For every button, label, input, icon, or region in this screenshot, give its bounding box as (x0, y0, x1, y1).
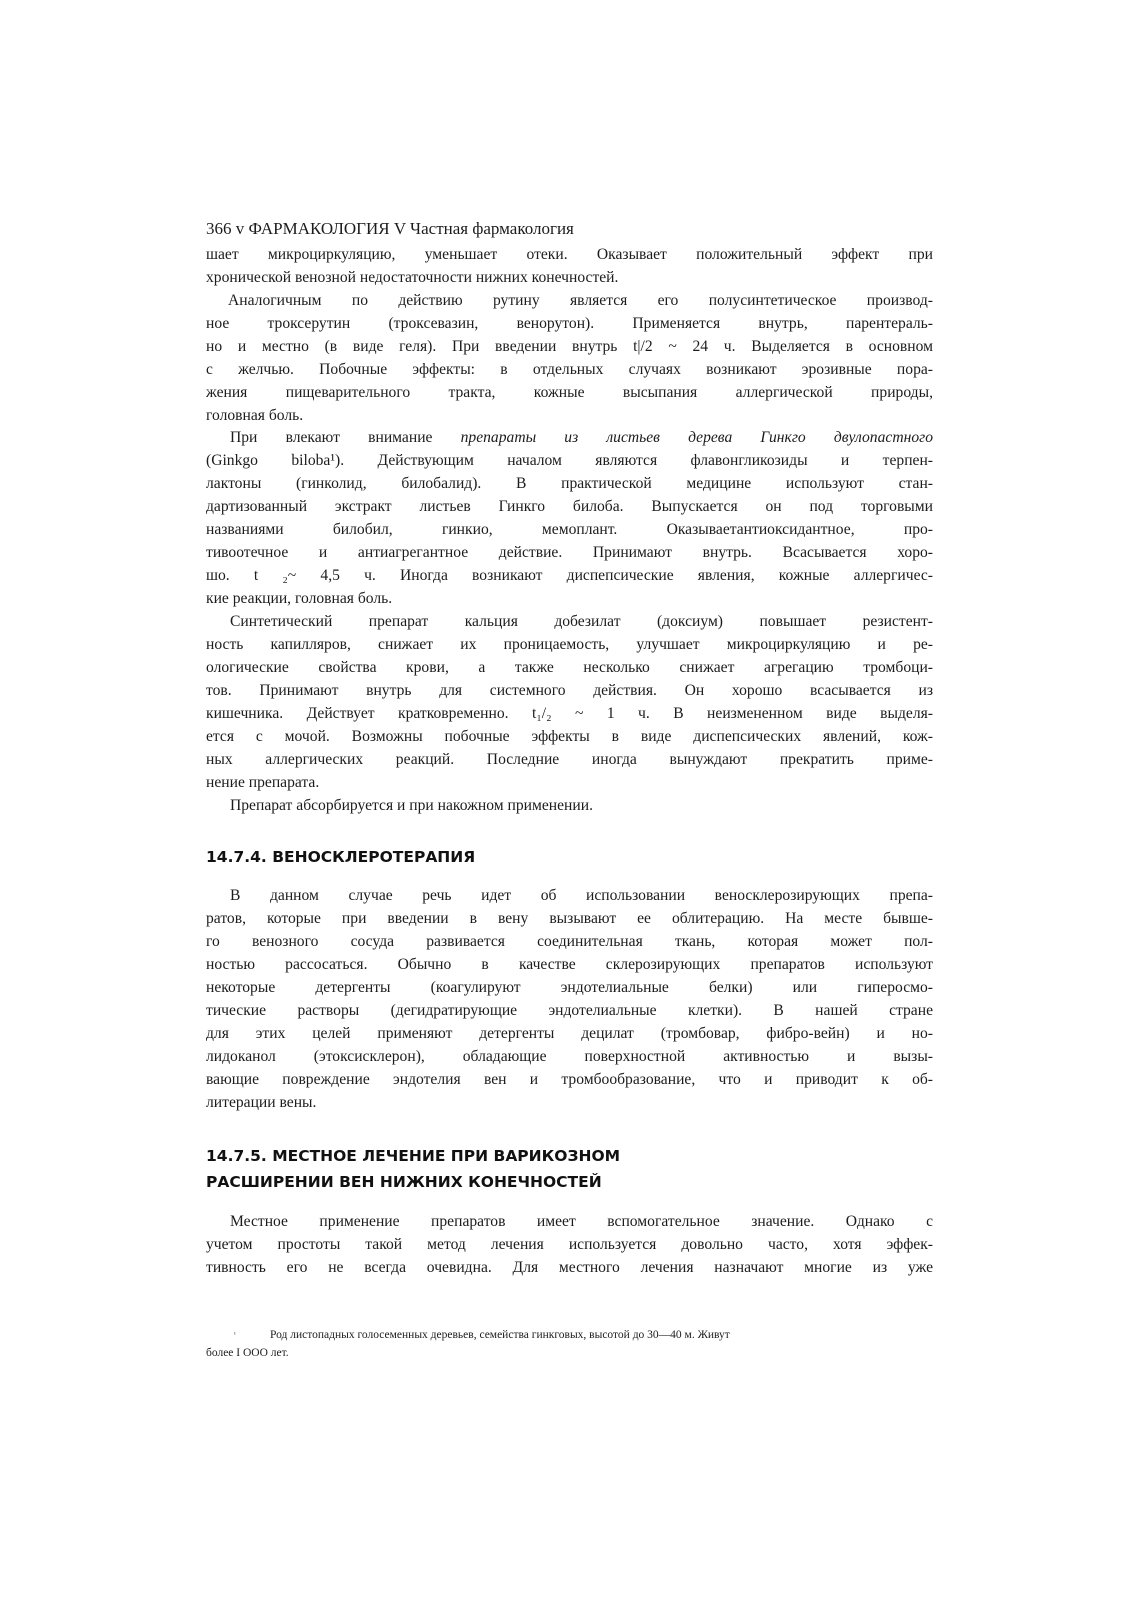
text-line: но и местно (в виде геля). При введении внутрь t|/2 ~ 24 ч. Выделяется в основном (206, 338, 933, 355)
text-line: вающие повреждение эндотелия вен и тромбообразование, что и приводит к об- (206, 1071, 933, 1088)
italic-term: препараты из листьев дерева Гинкго двулопастного (460, 429, 934, 446)
footnote-marker: ¹ (234, 1332, 236, 1338)
text-line: кишечника. Действует кратковременно. t₁/₂ ~ 1 ч. В неизмененном виде выделя- (206, 705, 933, 722)
text-line: го венозного сосуда развивается соединительная ткань, которая может пол- (206, 933, 933, 950)
text-line (206, 426, 933, 449)
text-line: с желчью. Побочные эффекты: в отдельных случаях возникают эрозивные пора- (206, 361, 933, 378)
heading-line: 14.7.5. МЕСТНОЕ ЛЕЧЕНИЕ ПРИ ВАРИКОЗНОМ (206, 1147, 621, 1165)
text-line: лидоканол (этоксисклерон), обладающие поверхностной активностью и вызы- (206, 1048, 933, 1065)
paragraph-2 (206, 289, 933, 427)
heading-line: РАСШИРЕНИИ ВЕН НИЖНИХ КОНЕЧНОСТЕЙ (206, 1173, 602, 1191)
footnote (206, 1326, 886, 1362)
text-line: тивоотечное и антиагрегантное действие. Принимают внутрь. Всасывается хоро- (206, 544, 933, 561)
text-line: ность капилляров, снижает их проницаемость, улучшает микроциркуляцию и ре- (206, 636, 933, 653)
text-line: Аналогичным по действию рутину является его полусинтетическое производ- (228, 292, 933, 309)
text-line: ностью рассосаться. Обычно в качестве склерозирующих препаратов используют (206, 956, 933, 973)
footnote-line (206, 1326, 886, 1344)
text-line: ное троксерутин (троксевазин, венорутон). Применяется внутрь, парентераль- (206, 315, 933, 332)
text-line: хронической венозной недостаточности нижних конечностей. (206, 269, 619, 286)
text-line: дартизованный экстракт листьев Гинкго билоба. Выпускается он под торговыми (206, 498, 933, 515)
paragraph-1 (206, 243, 933, 289)
text-line: ратов, которые при введении в вену вызывают ее облитерацию. На месте бывше- (206, 910, 933, 927)
text-segment: При влекают внимание (230, 429, 461, 446)
text-line: шо. t ₂~ 4,5 ч. Иногда возникают диспепсические явления, кожные аллергичес- (206, 567, 933, 584)
text-line: жения пищеварительного тракта, кожные высыпания аллергической природы, (206, 384, 933, 401)
paragraph-7 (206, 1210, 933, 1279)
text-line: В данном случае речь идет об использовании веносклерозирующих препа- (230, 887, 933, 904)
text-line: для этих целей применяют детергенты децилат (тромбовар, фибро-вейн) и но- (206, 1025, 933, 1042)
text-line: тов. Принимают внутрь для системного действия. Он хорошо всасывается из (206, 682, 933, 699)
text-line: некоторые детергенты (коагулируют эндотелиальные белки) или гиперосмо- (206, 979, 933, 996)
text-line: Препарат абсорбируется и при накожном применении. (230, 797, 593, 814)
text-line: (Ginkgo biloba¹). Действующим началом являются флавонгликозиды и терпен- (206, 452, 933, 469)
text-line: литерации вены. (206, 1094, 317, 1111)
text-line: лактоны (гинколид, билобалид). В практической медицине используют стан- (206, 475, 933, 492)
footnote-text: Род листопадных голосеменных деревьев, семейства гинкговых, высотой до 30—40 м. Живут (270, 1329, 730, 1341)
running-header: 366 v ФАРМАКОЛОГИЯ V Частная фармакология (206, 219, 574, 238)
section-heading-14-7-4: 14.7.4. ВЕНОСКЛЕРОТЕРАПИЯ (206, 848, 476, 866)
text-line: названиями билобил, гинкио, мемоплант. Оказываетантиоксидантное, про- (206, 521, 933, 538)
text-line: тивность его не всегда очевидна. Для местного лечения назначают многие из уже (206, 1259, 933, 1276)
text-line: шает микроциркуляцию, уменьшает отеки. Оказывает положительный эффект при (206, 246, 933, 263)
text-line: ных аллергических реакций. Последние иногда вынуждают прекратить приме- (206, 751, 933, 768)
text-line: Местное применение препаратов имеет вспомогательное значение. Однако с (230, 1213, 933, 1230)
text-line: учетом простоты такой метод лечения используется довольно часто, хотя эффек- (206, 1236, 933, 1253)
text-line: тические растворы (дегидратирующие эндотелиальные клетки). В нашей стране (206, 1002, 933, 1019)
text-line: головная боль. (206, 407, 304, 424)
paragraph-5 (206, 794, 933, 817)
paragraph-6 (206, 884, 933, 1114)
text-line: ется с мочой. Возможны побочные эффекты в виде диспепсических явлений, кож- (206, 728, 933, 745)
paragraph-3 (206, 426, 933, 610)
footnote-line: более I ООО лет. (206, 1347, 289, 1359)
text-line: Синтетический препарат кальция добезилат (доксиум) повышает резистент- (230, 613, 933, 630)
text-line: ологические свойства крови, а также несколько снижает агрегацию тромбоци- (206, 659, 933, 676)
text-line: нение препарата. (206, 774, 320, 791)
section-heading-14-7-5 (206, 1143, 620, 1195)
text-line: кие реакции, головная боль. (206, 590, 393, 607)
paragraph-4 (206, 610, 933, 794)
